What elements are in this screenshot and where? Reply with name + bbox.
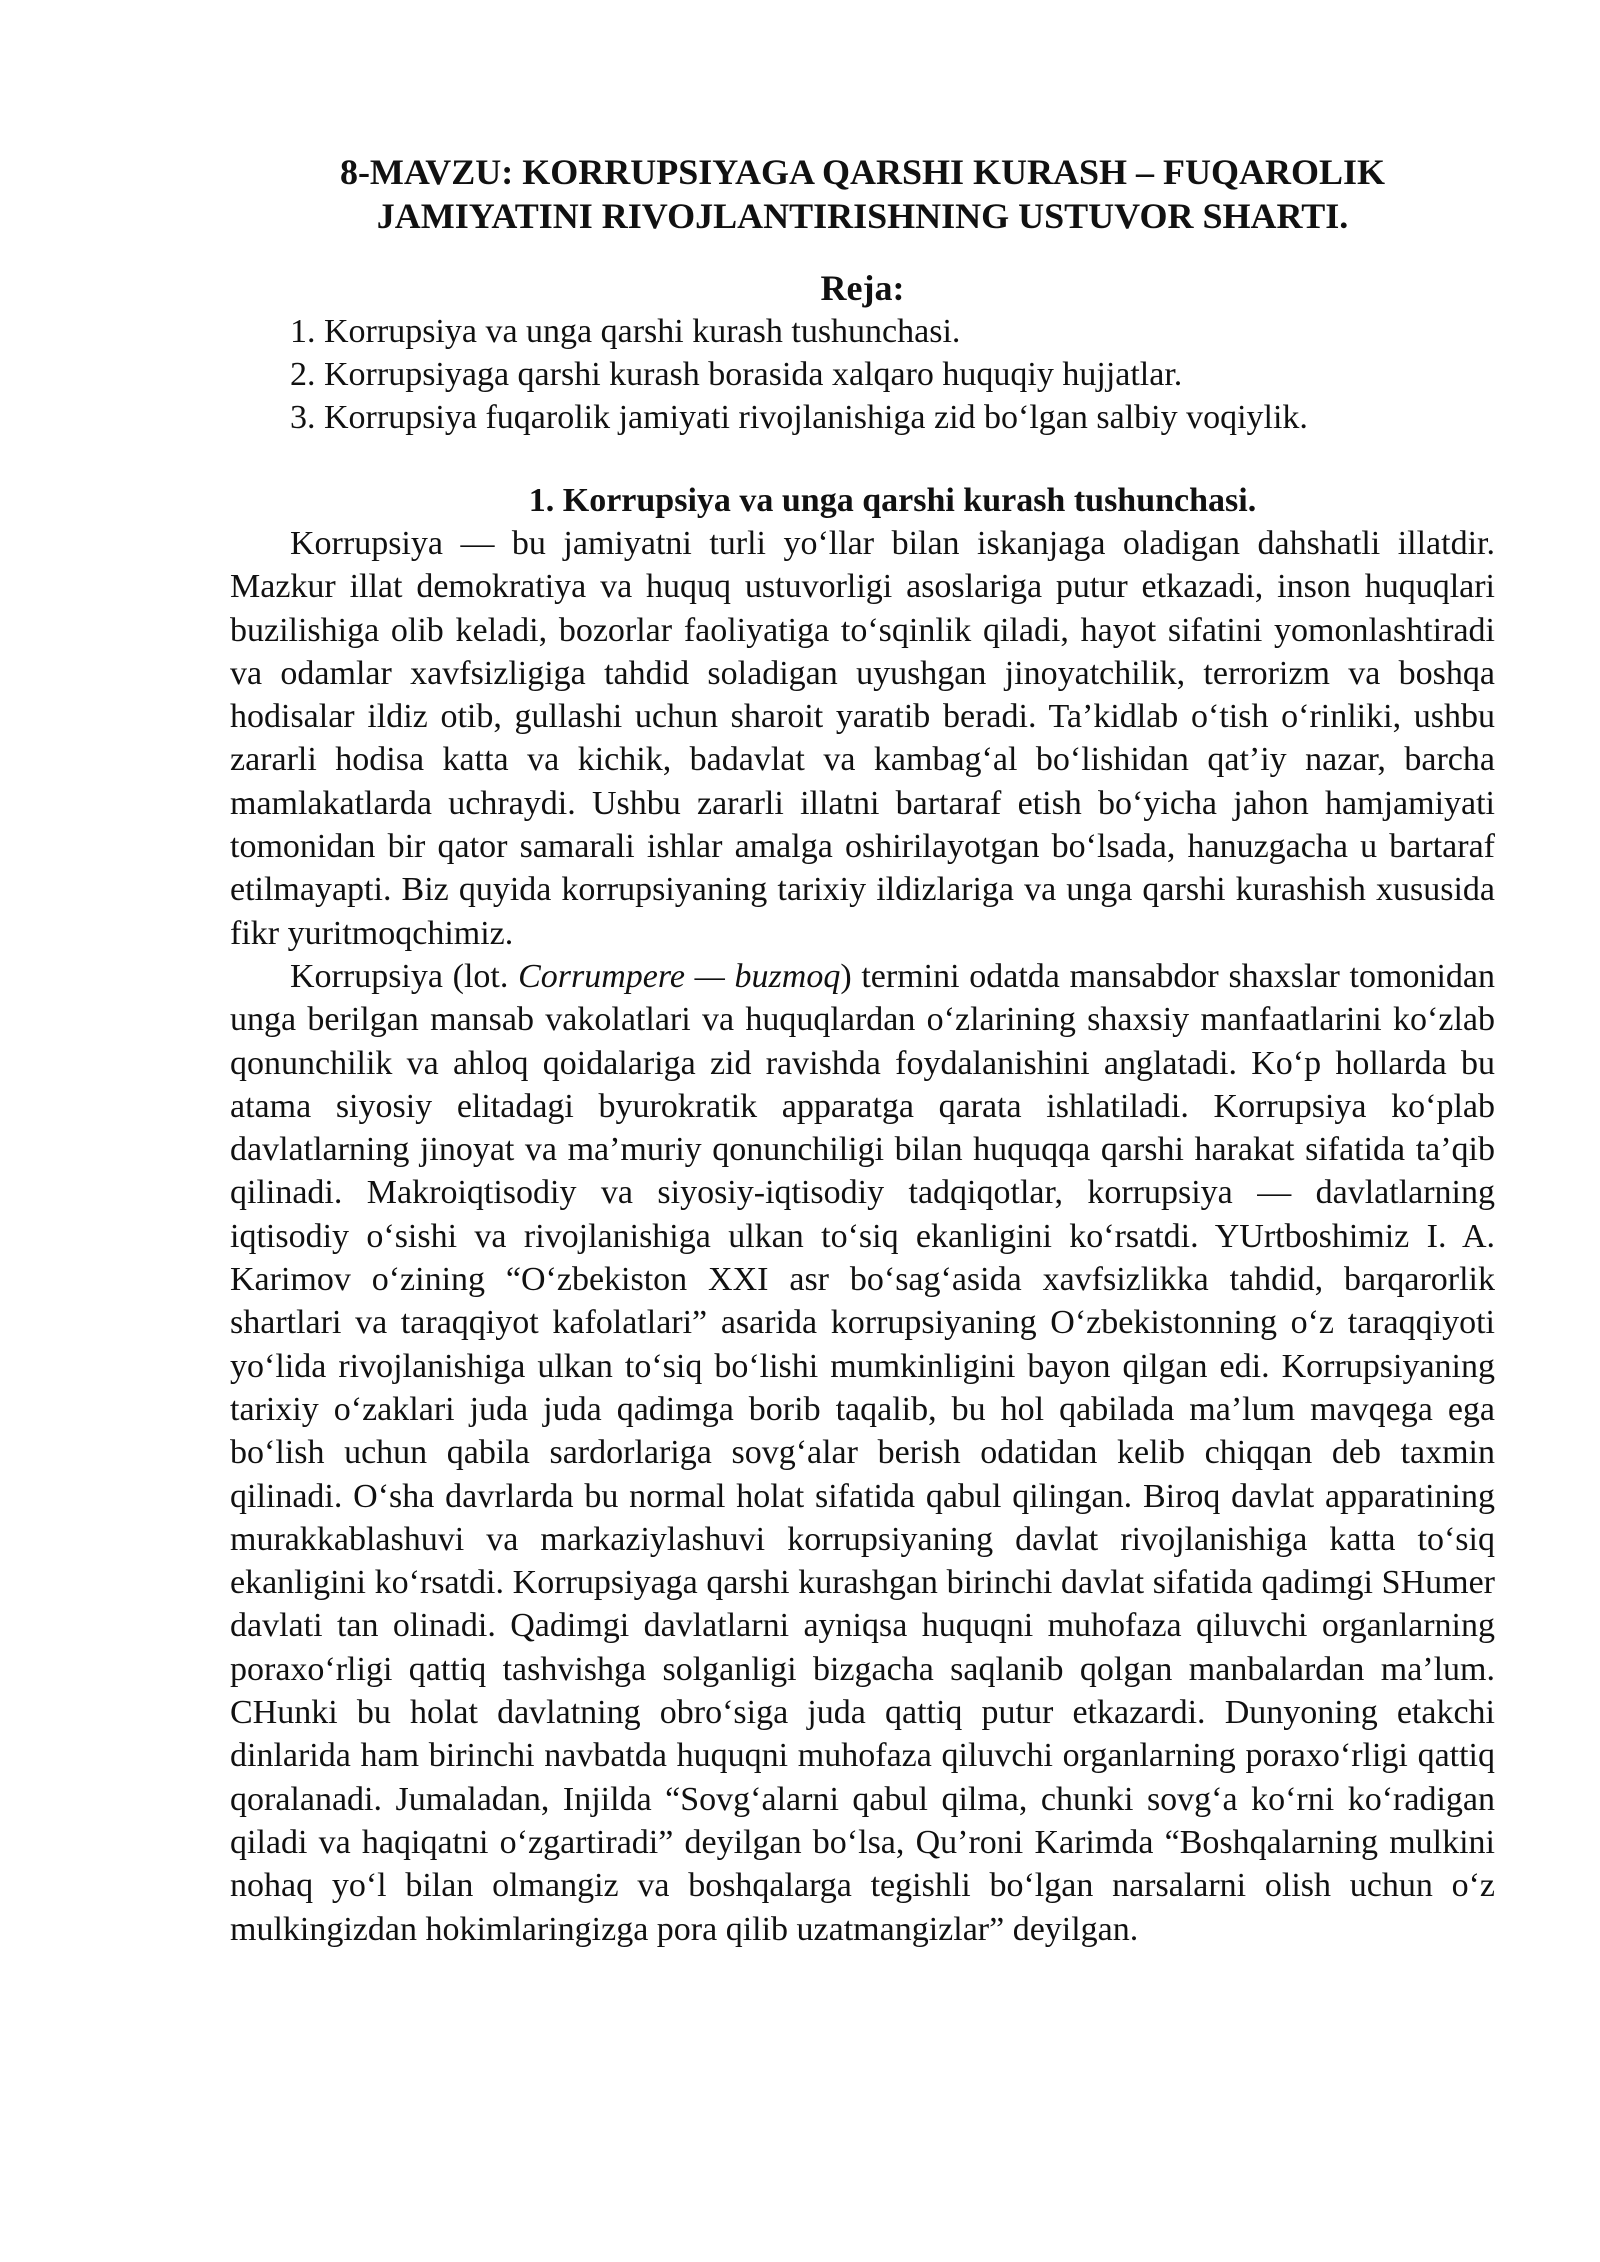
plan-item-2: 2. Korrupsiyaga qarshi kurash borasida xalqaro huquqiy hujjatlar. (290, 356, 1183, 393)
paragraph-2-italic-term: Corrumpere — buzmoq (518, 957, 841, 995)
plan-heading: Reja: (820, 268, 905, 308)
title-line-2: JAMIYATINI RIVOJLANTIRISHNING USTUVOR SHARTI. (376, 196, 1349, 236)
page-title (230, 150, 1495, 238)
section-heading: 1. Korrupsiya va unga qarshi kurash tushunchasi. (528, 482, 1257, 519)
body-paragraph-2 (230, 955, 1495, 1951)
title-line-1: 8-MAVZU: KORRUPSIYAGA QARSHI KURASH – FUQAROLIK (339, 152, 1386, 192)
body-paragraph-1: Korrupsiya — bu jamiyatni turli yo‘llar bilan iskanjaga oladigan dahshatli illatdir. Mazkur illat demokratiya va huquq ustuvorligi asoslariga putur etkazadi, inson huquqlari buzilishiga olib keladi, bozorlar faoliyatiga to‘sqinlik qiladi, hayot sifatini yomonlashtiradi va odamlar xavfsizligiga tahdid soladigan uyushgan jinoyatchilik, terrorizm va boshqa hodisalar ildiz otib, gullashi uchun sharoit yaratib beradi. Ta’kidlab o‘tish o‘rinliki, ushbu zararli hodisa katta va kichik, badavlat va kambag‘al bo‘lishidan qat’iy nazar, barcha mamlakatlarda uchraydi. Ushbu zararli illatni bartaraf etish bo‘yicha jahon hamjamiyati tomonidan bir qator samarali ishlar amalga oshirilayotgan bo‘lsada, hanuzgacha u bartaraf etilmayapti. Biz quyida korrupsiyaning tarixiy ildizlariga va unga qarshi kurashish xususida fikr yuritmoqchimiz. (230, 525, 1495, 952)
paragraph-2-rest: ) termini odatda mansabdor shaxslar tomonidan unga berilgan mansab vakolatlari va huquqlardan o‘zlarining shaxsiy manfaatlarini ko‘zlab qonunchilik va ahloq qoidalariga zid ravishda foydalanishini anglatadi. Ko‘p hollarda bu atama siyosiy elitadagi byurokratik apparatga qarata ishlatiladi. Korrupsiya ko‘plab davlatlarning jinoyat va ma’muriy qonunchiligi bilan huquqqa qarshi harakat sifatida ta’qib qilinadi. Makroiqtisodiy va siyosiy-iqtisodiy tadqiqotlar, korrupsiya — davlatlarning iqtisodiy o‘sishi va rivojlanishiga ulkan to‘siq ekanligini ko‘rsatdi. YUrtboshimiz I. A. Karimov o‘zining “O‘zbekiston XXI asr bo‘sag‘asida xavfsizlikka tahdid, barqarorlik shartlari va taraqqiyot kafolatlari” asarida korrupsiyaning O‘zbekistonning o‘z taraqqiyoti yo‘lida rivojlanishiga ulkan to‘siq bo‘lishi mumkinligini bayon qilgan edi. Korrupsiyaning tarixiy o‘zaklari juda juda qadimga borib taqalib, bu hol qabilada ma’lum mavqega ega bo‘lish uchun qabila sardorlariga sovg‘alar berish odatidan kelib chiqqan deb taxmin qilinadi. O‘sha davrlarda bu normal holat sifatida qabul qilingan. Biroq davlat apparatining murakkablashuvi va markaziylashuvi korrupsiyaning davlat rivojlanishiga katta to‘siq ekanligini ko‘rsatdi. Korrupsiyaga qarshi kurashgan birinchi davlat sifatida qadimgi SHumer davlati tan olinadi. Qadimgi davlatlarni ayniqsa huquqni muhofaza qiluvchi organlarning poraxo‘rligi qattiq tashvishga solganligi bizgacha saqlanib qolgan manbalardan ma’lum. CHunki bu holat davlatning obro‘siga juda qattiq putur etkazardi. Dunyoning etakchi dinlarida ham birinchi navbatda huquqni muhofaza qiluvchi organlarning poraxo‘rligi qattiq qoralanadi. Jumaladan, Injilda “Sovg‘alarni qabul qilma, chunki sovg‘a ko‘rni ko‘radigan qiladi va haqiqatni o‘zgartiradi” deyilgan bo‘lsa, Qu’roni Karimda “Boshqalarning mulkini nohaq yo‘l bilan olmangiz va boshqalarga tegishli bo‘lgan narsalarni olish uchun o‘z mulkingizdan hokimlaringizga pora qilib uzatmangizlar” deyilgan. (230, 957, 1495, 1948)
plan-item-3: 3. Korrupsiya fuqarolik jamiyati rivojlanishiga zid bo‘lgan salbiy voqiylik. (290, 399, 1308, 436)
document-page (230, 150, 1495, 1951)
paragraph-2-start: Korrupsiya (lot. (290, 957, 519, 995)
plan-list (230, 310, 1495, 439)
plan-item-1: 1. Korrupsiya va unga qarshi kurash tushunchasi. (290, 313, 961, 350)
